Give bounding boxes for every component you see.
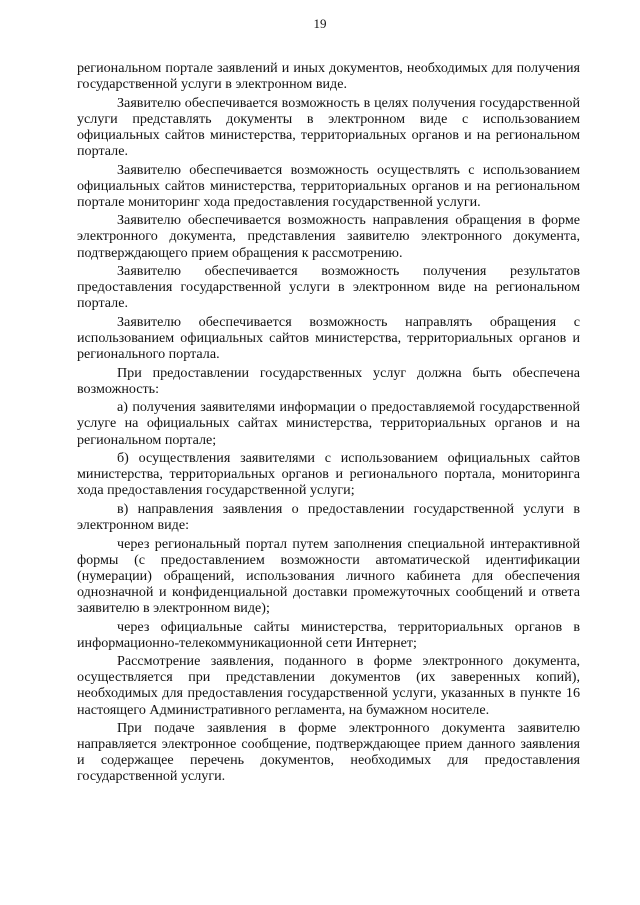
paragraph-documents-electronic: Заявителю обеспечивается возможность в целях получения государственной услуги представлять документы в электронном виде с использованием официальных сайтов министерства, территориальных органов и на региональном портале. [77,94,580,159]
paragraph-monitoring: Заявителю обеспечивается возможность осуществлять с использованием официальных сайтов министерства, территориальных органов и на региональном портале мониторинг хода предоставления государственной услуги. [77,161,580,210]
page-number: 19 [313,16,327,31]
document-body [77,60,580,787]
paragraph-results: Заявителю обеспечивается возможность получения результатов предоставления государственной услуги в электронном виде на региональном портале. [77,263,580,312]
list-item-c: в) направления заявления о предоставлении государственной услуги в электронном виде: [77,500,580,534]
paragraph-appeals-sites: Заявителю обеспечивается возможность направлять обращения с использованием официальных сайтов министерства, территориальных органов и регионального портала. [77,313,580,363]
paragraph-continuation: региональном портале заявлений и иных документов, необходимых для получения государственной услуги в электронном виде. [77,60,580,93]
paragraph-electronic-appeal: Заявителю обеспечивается возможность направления обращения в форме электронного документа, представления заявителю электронного документа, подтверждающего прием обращения к рассмотрению. [77,212,580,261]
list-item-a: а) получения заявителями информации о предоставляемой государственной услуге на официальных сайтах министерства, территориальных органов и на региональном портале; [77,399,580,448]
paragraph-review: Рассмотрение заявления, поданного в форме электронного документа, осуществляется при представлении документов (их заверенных копий), необходимых для предоставления государственной услуги, указанных в пункте 16 настоящего Административного регламента, на бумажном носителе. [77,653,580,718]
paragraph-via-portal: через региональный портал путем заполнения специальной интерактивной формы (с предоставлением возможности автоматической идентификации (нумерации) обращений, использования личного кабинета для обеспечения однозначной и конфиденциальной доставки промежуточных сообщений и ответа заявителю в электронном виде); [77,535,580,616]
list-item-b: б) осуществления заявителями с использованием официальных сайтов министерства, территориальных органов и регионального портала, мониторинга хода предоставления государственной услуги; [77,450,580,499]
paragraph-via-sites: через официальные сайты министерства, территориальных органов в информационно-телекоммуникационной сети Интернет; [77,618,580,651]
paragraph-confirmation: При подаче заявления в форме электронного документа заявителю направляется электронное сообщение, подтверждающее прием данного заявления и содержащее перечень документов, необходимых для предоставления государственной услуги. [77,720,580,785]
paragraph-possibility-intro: При предоставлении государственных услуг должна быть обеспечена возможность: [77,364,580,397]
